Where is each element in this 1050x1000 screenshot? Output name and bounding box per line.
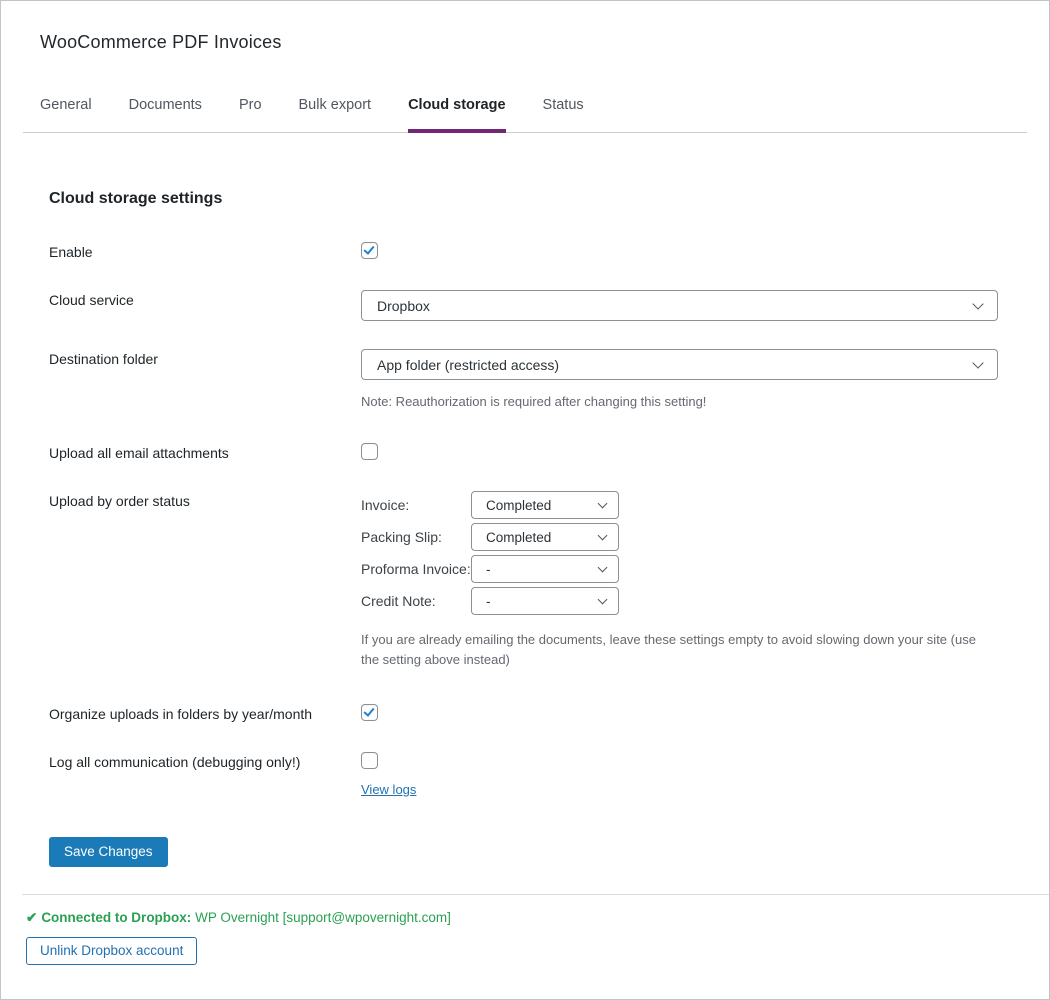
check-icon: ✔ xyxy=(26,910,38,926)
destination-folder-note: Note: Reauthorization is required after changing this setting! xyxy=(361,394,707,409)
tab-documents[interactable]: Documents xyxy=(128,97,202,113)
log-communication-label: Log all communication (debugging only!) xyxy=(49,754,301,771)
tab-cloud-storage[interactable]: Cloud storage xyxy=(408,97,505,133)
cloud-service-label: Cloud service xyxy=(49,292,134,308)
order-status-help-text: If you are already emailing the documents, leave these settings empty to avoid slowing down your site (use the setting above instead) xyxy=(361,632,976,668)
row-enable xyxy=(49,242,1001,260)
section-heading: Cloud storage settings xyxy=(49,190,223,207)
packing-slip-status-select[interactable] xyxy=(471,523,619,551)
tab-pro[interactable]: Pro xyxy=(238,97,262,113)
invoice-status-select[interactable] xyxy=(471,491,619,519)
credit-note-label: Credit Note: xyxy=(361,593,436,609)
connection-status-label: Connected to Dropbox: xyxy=(41,910,192,926)
row-order-status xyxy=(49,491,1001,670)
packing-slip-label: Packing Slip: xyxy=(361,529,442,545)
organize-uploads-label: Organize uploads in folders by year/month xyxy=(49,706,313,723)
log-communication-checkbox[interactable] xyxy=(361,752,378,769)
page-title: WooCommerce PDF Invoices xyxy=(40,32,282,52)
proforma-status-select[interactable] xyxy=(471,555,619,583)
unlink-dropbox-button[interactable]: Unlink Dropbox account xyxy=(26,937,197,965)
order-status-label: Upload by order status xyxy=(49,493,190,509)
cloud-service-value: Dropbox xyxy=(377,297,430,314)
chevron-down-icon xyxy=(972,298,983,309)
upload-attachments-label: Upload all email attachments xyxy=(49,445,229,461)
invoice-label: Invoice: xyxy=(361,497,410,513)
chevron-down-icon xyxy=(972,357,983,368)
row-cloud-service xyxy=(49,290,1001,321)
connection-account: WP Overnight [support@wpovernight.com] xyxy=(195,910,451,926)
enable-checkbox[interactable] xyxy=(361,242,378,259)
destination-folder-value: App folder (restricted access) xyxy=(377,356,560,373)
chevron-down-icon xyxy=(598,499,608,509)
settings-form xyxy=(49,242,1001,867)
tab-status[interactable]: Status xyxy=(542,97,584,113)
credit-note-status-select[interactable] xyxy=(471,587,619,615)
chevron-down-icon xyxy=(598,563,608,573)
row-upload-attachments xyxy=(49,443,1001,461)
destination-folder-label: Destination folder xyxy=(49,351,158,367)
row-destination-folder xyxy=(49,349,1001,409)
connection-footer xyxy=(22,894,1049,965)
row-organize-uploads xyxy=(49,704,1001,722)
save-changes-button[interactable]: Save Changes xyxy=(49,837,168,867)
proforma-invoice-label: Proforma Invoice: xyxy=(361,561,471,577)
credit-note-status-value: - xyxy=(486,593,491,609)
order-status-packing-slip-row xyxy=(361,523,1001,551)
chevron-down-icon xyxy=(598,531,608,541)
connection-status xyxy=(26,910,1049,926)
cloud-service-select[interactable] xyxy=(361,290,998,321)
check-icon xyxy=(363,706,374,718)
tab-bulk-export[interactable]: Bulk export xyxy=(298,97,372,113)
destination-folder-select[interactable] xyxy=(361,349,998,380)
order-status-proforma-row xyxy=(361,555,1001,583)
proforma-status-value: - xyxy=(486,561,491,577)
tab-general[interactable]: General xyxy=(40,97,92,113)
organize-uploads-checkbox[interactable] xyxy=(361,704,378,721)
enable-label: Enable xyxy=(49,244,93,260)
check-icon xyxy=(363,243,374,255)
tab-bar xyxy=(23,97,1027,133)
packing-slip-status-value: Completed xyxy=(486,529,552,545)
invoice-status-value: Completed xyxy=(486,497,552,513)
chevron-down-icon xyxy=(598,595,608,605)
view-logs-link[interactable]: View logs xyxy=(361,782,417,798)
upload-attachments-checkbox[interactable] xyxy=(361,443,378,460)
order-status-invoice-row xyxy=(361,491,1001,519)
order-status-credit-note-row xyxy=(361,587,1001,615)
row-log-communication xyxy=(49,752,1001,799)
